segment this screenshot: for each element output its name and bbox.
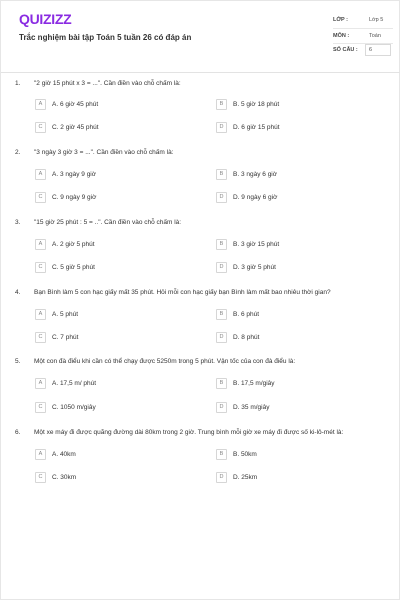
option-text: A. 17,5 m/ phút <box>52 380 97 387</box>
question-text: "2 giờ 15 phút x 3 = ...". Cần điền vào chỗ chấm là: <box>34 80 181 87</box>
option-letter-box: B <box>216 169 227 180</box>
option-text: A. 6 giờ 45 phút <box>52 101 99 108</box>
option-text: C. 30km <box>52 474 77 481</box>
option-text: A. 3 ngày 9 giờ <box>52 171 97 178</box>
option-text: D. 9 ngày 6 giờ <box>233 194 278 201</box>
option-letter-box: B <box>216 239 227 250</box>
meta-value: 6 <box>369 47 373 53</box>
question-text: Một con đà điểu khi cần có thể chạy được 5250m trong 5 phút. Vận tốc của con đà điểu là: <box>34 358 296 365</box>
option-text: C. 9 ngày 9 giờ <box>52 194 97 201</box>
option-text: B. 3 ngày 6 giờ <box>233 171 278 178</box>
option-text: B. 3 giờ 15 phút <box>233 241 280 248</box>
option-text: A. 40km <box>52 451 76 458</box>
option-text: B. 5 giờ 18 phút <box>233 101 280 108</box>
option-letter-box: D <box>216 192 227 203</box>
option-letter-box: B <box>216 309 227 320</box>
question-text: Bạn Bình làm 5 con hạc giấy mất 35 phút. Hỏi mỗi con hạc giấy bạn Bình làm mất bao nhiêu thời gian? <box>34 289 331 296</box>
option-letter-box: C <box>35 402 46 413</box>
question-number: 3. <box>15 219 21 226</box>
question-text: "15 giờ 25 phút : 5 = ..". Cần điền vào chỗ chấm là: <box>34 219 182 226</box>
option-text: D. 8 phút <box>233 334 260 341</box>
option-letter-box: A <box>35 449 46 460</box>
option-letter-box: C <box>35 332 46 343</box>
quizizz-logo: QUIZIZZ <box>19 11 72 27</box>
option-text: A. 2 giờ 5 phút <box>52 241 95 248</box>
option-letter-box: A <box>35 309 46 320</box>
option-letter-box: B <box>216 449 227 460</box>
option-letter-box: A <box>35 169 46 180</box>
option-letter-box: C <box>35 472 46 483</box>
option-text: B. 17,5 m/giây <box>233 380 275 387</box>
meta-value: Toán <box>369 33 381 39</box>
meta-label: MÔN : <box>333 33 350 39</box>
question-number: 4. <box>15 289 21 296</box>
option-letter-box: D <box>216 472 227 483</box>
option-letter-box: D <box>216 122 227 133</box>
option-text: A. 5 phút <box>52 311 79 318</box>
option-text: C. 7 phút <box>52 334 79 341</box>
option-letter-box: D <box>216 402 227 413</box>
option-letter-box: D <box>216 332 227 343</box>
option-text: C. 2 giờ 45 phút <box>52 124 99 131</box>
question-number: 5. <box>15 358 21 365</box>
question-number: 1. <box>15 80 21 87</box>
option-letter-box: C <box>35 122 46 133</box>
option-letter-box: A <box>35 99 46 110</box>
question-text: "3 ngày 3 giờ 3 = ...". Cần điền vào chỗ chấm là: <box>34 149 174 156</box>
option-text: B. 50km <box>233 451 257 458</box>
option-letter-box: A <box>35 378 46 389</box>
meta-value: Lớp 5 <box>369 17 384 23</box>
option-letter-box: D <box>216 262 227 273</box>
worksheet-header <box>1 1 400 73</box>
option-text: C. 1050 m/giây <box>52 404 96 411</box>
question-text: Một xe máy đi được quãng đường dài 80km trong 2 giờ. Trung bình mỗi giờ xe máy đi được số ki-lô-mét là: <box>34 429 344 436</box>
option-letter-box: A <box>35 239 46 250</box>
worksheet-title: Trắc nghiệm bài tập Toán 5 tuần 26 có đáp án <box>19 33 192 42</box>
meta-label: SỐ CÂU : <box>333 47 358 53</box>
meta-divider <box>333 28 393 29</box>
option-letter-box: B <box>216 378 227 389</box>
option-text: D. 25km <box>233 474 258 481</box>
option-letter-box: B <box>216 99 227 110</box>
question-number: 2. <box>15 149 21 156</box>
option-text: C. 5 giờ 5 phút <box>52 264 95 271</box>
option-text: D. 35 m/giây <box>233 404 270 411</box>
meta-label: LỚP : <box>333 17 348 23</box>
option-text: B. 6 phút <box>233 311 260 318</box>
option-letter-box: C <box>35 192 46 203</box>
option-letter-box: C <box>35 262 46 273</box>
question-number: 6. <box>15 429 21 436</box>
option-text: D. 3 giờ 5 phút <box>233 264 276 271</box>
option-text: D. 6 giờ 15 phút <box>233 124 280 131</box>
